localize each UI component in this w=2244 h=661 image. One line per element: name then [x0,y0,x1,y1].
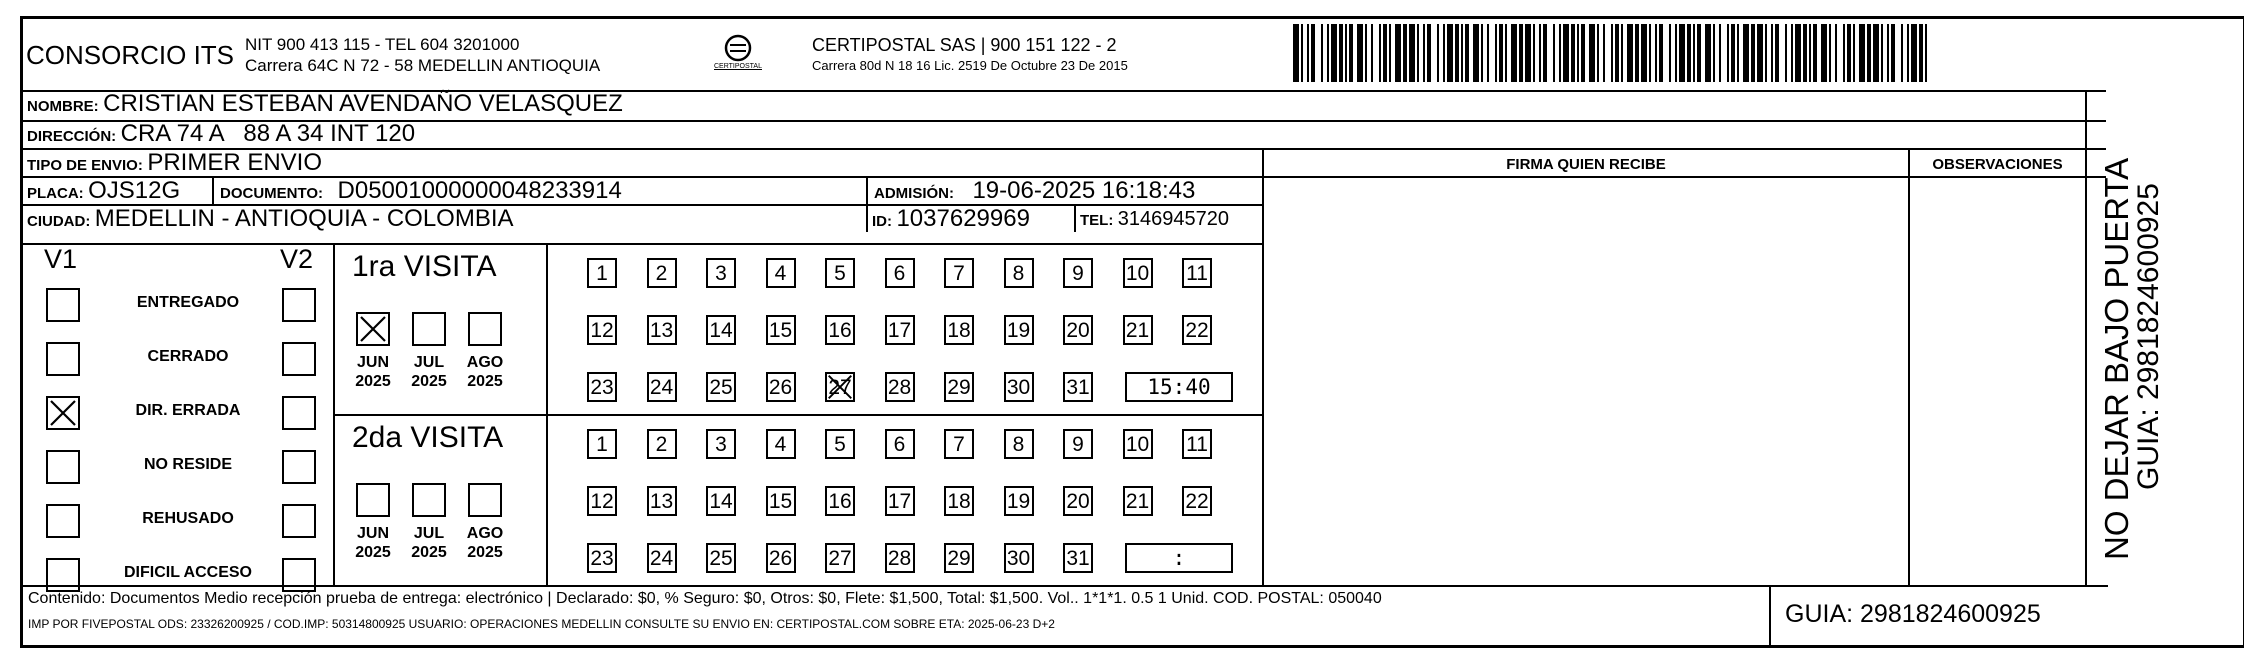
day-box[interactable]: 13 [647,315,677,345]
month-year: 2025 [411,544,447,561]
certipostal-line: CERTIPOSTAL SAS | 900 151 122 - 2 [812,35,1117,55]
day-box[interactable]: 14 [706,486,736,516]
placa-value: OJS12G [88,177,181,204]
ciudad-label: CIUDAD: [27,213,91,230]
month-name: JUN [356,354,389,371]
ciudad-row [27,205,514,233]
day-box[interactable]: 27 [825,372,855,402]
month-year: 2025 [355,373,391,390]
day-box[interactable]: 4 [766,258,796,288]
direccion-row [27,120,415,148]
month-label [459,353,511,391]
documento-value: D05001000000048233914 [337,177,622,204]
day-box[interactable]: 28 [885,372,915,402]
time-box[interactable]: 15:40 [1125,372,1233,402]
month-checkbox[interactable] [468,483,502,517]
day-box[interactable]: 19 [1004,315,1034,345]
day-box[interactable]: 20 [1063,486,1093,516]
day-box[interactable]: 24 [647,372,677,402]
month-name: JUL [413,525,445,542]
day-box[interactable]: 30 [1004,372,1034,402]
month-year: 2025 [467,373,503,390]
v2-checkbox[interactable] [282,504,316,538]
month-name: AGO [466,525,504,542]
month-year: 2025 [355,544,391,561]
certipostal-logo-icon [708,32,768,76]
v2-checkbox[interactable] [282,396,316,430]
day-box[interactable]: 14 [706,315,736,345]
day-box[interactable]: 2 [647,258,677,288]
day-box[interactable]: 6 [885,258,915,288]
v1-checkbox[interactable] [46,342,80,376]
v1-header: V1 [44,244,78,274]
day-box[interactable]: 13 [647,486,677,516]
placa-row [27,177,180,205]
day-box[interactable]: 1 [587,429,617,459]
logo-caption: CERTIPOSTAL [714,63,762,70]
day-box[interactable]: 10 [1123,258,1153,288]
day-box[interactable]: 5 [825,429,855,459]
day-box[interactable]: 16 [825,315,855,345]
day-box[interactable]: 23 [587,372,617,402]
day-box[interactable]: 19 [1004,486,1034,516]
status-label: DIFICIL ACCESO [123,564,252,581]
day-box[interactable]: 7 [944,429,974,459]
day-box[interactable]: 9 [1063,429,1093,459]
firma-label: FIRMA QUIEN RECIBE [1506,156,1666,173]
v2-checkbox[interactable] [282,288,316,322]
company-name: CONSORCIO ITS [26,40,235,70]
day-box[interactable]: 18 [944,486,974,516]
direccion-value: CRA 74 A 88 A 34 INT 120 [120,120,416,147]
day-box[interactable]: 26 [766,372,796,402]
status-label: NO RESIDE [143,456,232,473]
nit-line: NIT 900 413 115 - TEL 604 3201000 [245,35,520,54]
day-box[interactable]: 7 [944,258,974,288]
month-year: 2025 [467,544,503,561]
placa-label: PLACA: [27,185,84,202]
certipostal-address: Carrera 80d N 18 16 Lic. 2519 De Octubre 23 De 2015 [812,58,1128,73]
status-label: REHUSADO [142,510,234,527]
day-box[interactable]: 21 [1123,315,1153,345]
month-year: 2025 [411,373,447,390]
day-box[interactable]: 6 [885,429,915,459]
day-box[interactable]: 16 [825,486,855,516]
status-label: DIR. ERRADA [135,402,241,419]
day-box[interactable]: 30 [1004,543,1034,573]
day-box[interactable]: 12 [587,315,617,345]
barcode-icon [1293,24,1933,82]
status-label: CERRADO [147,348,229,365]
day-box[interactable]: 17 [885,315,915,345]
day-box[interactable]: 4 [766,429,796,459]
month-label [347,524,399,562]
id-label: ID: [872,213,892,230]
v1-checkbox[interactable] [46,450,80,484]
day-box[interactable]: 31 [1063,372,1093,402]
month-label [403,353,455,391]
imp-line: IMP POR FIVEPOSTAL ODS: 23326200925 / COD.IMP: 50314800925 USUARIO: OPERACIONES MEDELLIN CONSULTE SU ENVIO EN: CERTIPOSTAL.COM SOBRE ETA: 2025-06-23 D+2 [28,617,1055,631]
no-dejar-bajo-puerta: NO DEJAR BAJO PUERTA [2098,157,2135,560]
month-name: JUL [413,354,445,371]
day-box[interactable]: 8 [1004,429,1034,459]
month-label [347,353,399,391]
tel-label: TEL: [1080,212,1114,229]
observaciones-label: OBSERVACIONES [1932,156,2063,173]
v2-header: V2 [280,244,314,274]
day-box[interactable]: 31 [1063,543,1093,573]
month-checkbox[interactable] [412,483,446,517]
nombre-label: NOMBRE: [27,98,99,115]
day-box[interactable]: 26 [766,543,796,573]
id-value: 1037629969 [896,205,1030,232]
admision-value: 19-06-2025 16:18:43 [972,177,1196,204]
day-box[interactable]: 20 [1063,315,1093,345]
day-box[interactable]: 3 [706,429,736,459]
ciudad-value: MEDELLIN - ANTIOQUIA - COLOMBIA [94,205,514,232]
day-box[interactable]: 29 [944,543,974,573]
tipo-envio-row [27,149,322,177]
month-label [459,524,511,562]
day-box[interactable]: 18 [944,315,974,345]
day-box[interactable]: 3 [706,258,736,288]
day-box[interactable]: 27 [825,543,855,573]
day-box[interactable]: 8 [1004,258,1034,288]
status-label: ENTREGADO [136,294,240,311]
day-box[interactable]: 5 [825,258,855,288]
day-box[interactable]: 15 [766,315,796,345]
guia-footer: GUIA: 2981824600925 [1785,600,2041,628]
nombre-row [27,90,623,118]
v2-checkbox[interactable] [282,342,316,376]
day-box[interactable]: 29 [944,372,974,402]
contenido-line: Contenido: Documentos Medio recepción prueba de entrega: electrónico | Declarado: $0, % Seguro: $0, Otros: $0, Flete: $1,500, Total: $1,500. Vol.. 1*1*1. 0.5 1 Unid. COD. POSTAL: 050040 [28,590,1382,607]
month-checkbox[interactable] [356,483,390,517]
day-box[interactable]: 28 [885,543,915,573]
month-checkbox[interactable] [356,312,390,346]
documento-row [220,177,622,205]
tipo-envio-label: TIPO DE ENVIO: [27,157,143,174]
id-row [872,205,1030,233]
month-label [403,524,455,562]
visita2-title: 2da VISITA [352,421,504,454]
v2-checkbox[interactable] [282,450,316,484]
day-box[interactable]: 25 [706,543,736,573]
address-line: Carrera 64C N 72 - 58 MEDELLIN ANTIOQUIA [245,56,601,75]
tel-row [1080,208,1229,231]
day-box[interactable]: 25 [706,372,736,402]
admision-row [874,177,1195,205]
day-box[interactable]: 22 [1182,315,1212,345]
month-name: AGO [466,354,504,371]
day-box[interactable]: 21 [1123,486,1153,516]
day-box[interactable]: 15 [766,486,796,516]
day-box[interactable]: 11 [1182,429,1212,459]
tipo-envio-value: PRIMER ENVIO [147,149,323,176]
v1-checkbox[interactable] [46,504,80,538]
visita1-title: 1ra VISITA [352,250,497,283]
day-box[interactable]: 1 [587,258,617,288]
v1-checkbox[interactable] [46,288,80,322]
day-box[interactable]: 11 [1182,258,1212,288]
direccion-label: DIRECCIÓN: [27,128,117,145]
month-checkbox[interactable] [468,312,502,346]
day-box[interactable]: 12 [587,486,617,516]
day-box[interactable]: 22 [1182,486,1212,516]
time-box[interactable]: : [1125,543,1233,573]
side-guia: GUIA: 2981824600925 [2132,183,2165,490]
month-name: JUN [356,525,389,542]
documento-label: DOCUMENTO: [220,185,324,202]
v1-checkbox[interactable] [46,396,80,430]
nombre-value: CRISTIAN ESTEBAN AVENDAÑO VELASQUEZ [103,90,623,117]
month-checkbox[interactable] [412,312,446,346]
day-box[interactable]: 17 [885,486,915,516]
day-box[interactable]: 10 [1123,429,1153,459]
day-box[interactable]: 2 [647,429,677,459]
day-box[interactable]: 23 [587,543,617,573]
admision-label: ADMISIÓN: [874,185,954,202]
tel-value: 3146945720 [1117,208,1230,230]
day-box[interactable]: 24 [647,543,677,573]
day-box[interactable]: 9 [1063,258,1093,288]
